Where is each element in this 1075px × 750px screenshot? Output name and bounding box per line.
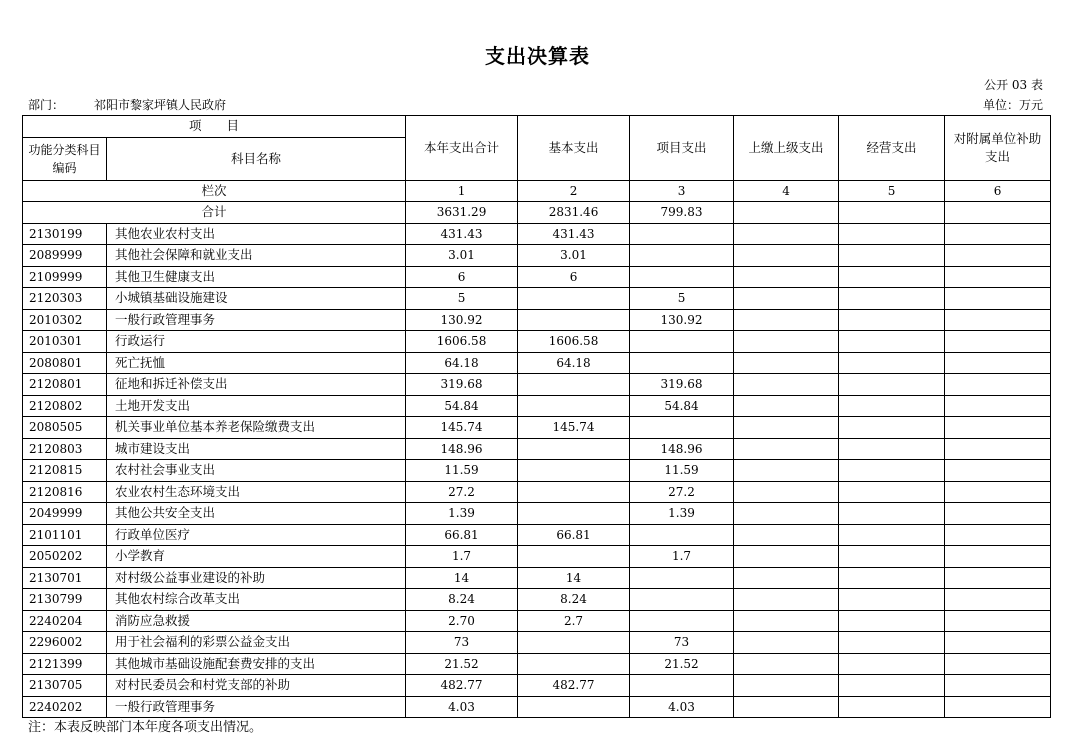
header-code: 功能分类科目编码: [23, 137, 107, 180]
cell-name: 征地和拆迁补偿支出: [107, 374, 406, 396]
index-col: 3: [630, 180, 734, 202]
cell-total: 54.84: [406, 395, 518, 417]
cell-subsidy: [945, 438, 1051, 460]
cell-total: 8.24: [406, 589, 518, 611]
cell-total: 64.18: [406, 352, 518, 374]
cell-code: 2089999: [23, 245, 107, 267]
cell-business: [839, 460, 945, 482]
expenditure-table: [22, 115, 1051, 718]
cell-business: [839, 610, 945, 632]
cell-project: 1.7: [630, 546, 734, 568]
cell-subsidy: [945, 395, 1051, 417]
cell-remit: [734, 524, 839, 546]
cell-name: 机关事业单位基本养老保险缴费支出: [107, 417, 406, 439]
cell-total: 4.03: [406, 696, 518, 718]
cell-code: 2101101: [23, 524, 107, 546]
table-row: [23, 309, 1051, 331]
cell-total: 3.01: [406, 245, 518, 267]
cell-name: 行政单位医疗: [107, 524, 406, 546]
cell-business: [839, 589, 945, 611]
cell-basic: 14: [518, 567, 630, 589]
table-row: [23, 546, 1051, 568]
table-row: [23, 610, 1051, 632]
cell-total: 2.70: [406, 610, 518, 632]
table-row: [23, 417, 1051, 439]
cell-code: 2049999: [23, 503, 107, 525]
cell-business: [839, 417, 945, 439]
index-col: 4: [734, 180, 839, 202]
cell-project: [630, 245, 734, 267]
cell-code: 2130701: [23, 567, 107, 589]
cell-total: 21.52: [406, 653, 518, 675]
cell-basic: [518, 374, 630, 396]
cell-name: 小学教育: [107, 546, 406, 568]
cell-code: 2109999: [23, 266, 107, 288]
form-code: 公开 03 表: [984, 78, 1043, 92]
cell-code: 2120803: [23, 438, 107, 460]
cell-project: 11.59: [630, 460, 734, 482]
header-total: 本年支出合计: [406, 116, 518, 181]
cell-basic: 431.43: [518, 223, 630, 245]
cell-project: [630, 223, 734, 245]
index-col: 1: [406, 180, 518, 202]
cell-code: 2130705: [23, 675, 107, 697]
cell-basic: 1606.58: [518, 331, 630, 353]
cell-business: [839, 438, 945, 460]
cell-name: 其他农村综合改革支出: [107, 589, 406, 611]
cell-business: [839, 653, 945, 675]
cell-project: [630, 524, 734, 546]
cell-subsidy: [945, 481, 1051, 503]
cell-project: 130.92: [630, 309, 734, 331]
table-row: [23, 331, 1051, 353]
table-row: [23, 567, 1051, 589]
header-remit: 上缴上级支出: [734, 116, 839, 181]
header-name: 科目名称: [107, 137, 406, 180]
header-item: 项 目: [23, 116, 406, 138]
cell-code: 2130799: [23, 589, 107, 611]
cell-code: 2120801: [23, 374, 107, 396]
cell-basic: [518, 460, 630, 482]
department-line: [28, 96, 226, 113]
cell-code: 2121399: [23, 653, 107, 675]
table-row: [23, 632, 1051, 654]
cell-remit: [734, 266, 839, 288]
cell-project: [630, 331, 734, 353]
cell-name: 行政运行: [107, 331, 406, 353]
cell-name: 其他公共安全支出: [107, 503, 406, 525]
cell-project: 1.39: [630, 503, 734, 525]
table-row: [23, 245, 1051, 267]
cell-project: 54.84: [630, 395, 734, 417]
cell-project: [630, 589, 734, 611]
index-row: [23, 180, 1051, 202]
index-col: 2: [518, 180, 630, 202]
cell-basic: [518, 696, 630, 718]
cell-project: 21.52: [630, 653, 734, 675]
table-row: [23, 589, 1051, 611]
cell-subsidy: [945, 632, 1051, 654]
cell-subsidy: [945, 331, 1051, 353]
footnote: 注：本表反映部门本年度各项支出情况。: [28, 720, 263, 735]
table-row: [23, 675, 1051, 697]
cell-name: 对村民委员会和村党支部的补助: [107, 675, 406, 697]
cell-business: [839, 503, 945, 525]
cell-business: [839, 331, 945, 353]
cell-project: 4.03: [630, 696, 734, 718]
cell-basic: 482.77: [518, 675, 630, 697]
index-col: 6: [945, 180, 1051, 202]
cell-remit: [734, 503, 839, 525]
table-row: [23, 524, 1051, 546]
cell-remit: [734, 589, 839, 611]
cell-basic: [518, 438, 630, 460]
cell-code: 2240202: [23, 696, 107, 718]
cell-remit: [734, 481, 839, 503]
cell-basic: [518, 653, 630, 675]
cell-remit: [734, 245, 839, 267]
cell-subsidy: [945, 546, 1051, 568]
cell-total: 11.59: [406, 460, 518, 482]
cell-total: 319.68: [406, 374, 518, 396]
cell-total: 145.74: [406, 417, 518, 439]
cell-basic: 6: [518, 266, 630, 288]
sum-row: [23, 202, 1051, 224]
cell-remit: [734, 395, 839, 417]
table-row: [23, 223, 1051, 245]
cell-subsidy: [945, 610, 1051, 632]
cell-code: 2296002: [23, 632, 107, 654]
sum-basic: 2831.46: [518, 202, 630, 224]
table-row: [23, 460, 1051, 482]
cell-name: 其他社会保障和就业支出: [107, 245, 406, 267]
cell-business: [839, 288, 945, 310]
cell-remit: [734, 632, 839, 654]
cell-basic: [518, 546, 630, 568]
index-col: 5: [839, 180, 945, 202]
cell-code: 2120816: [23, 481, 107, 503]
cell-remit: [734, 288, 839, 310]
cell-remit: [734, 438, 839, 460]
cell-business: [839, 632, 945, 654]
cell-business: [839, 696, 945, 718]
cell-remit: [734, 610, 839, 632]
cell-subsidy: [945, 374, 1051, 396]
cell-business: [839, 309, 945, 331]
cell-name: 用于社会福利的彩票公益金支出: [107, 632, 406, 654]
cell-remit: [734, 567, 839, 589]
cell-project: [630, 675, 734, 697]
cell-remit: [734, 696, 839, 718]
cell-basic: [518, 309, 630, 331]
cell-subsidy: [945, 460, 1051, 482]
cell-business: [839, 352, 945, 374]
cell-remit: [734, 460, 839, 482]
cell-name: 一般行政管理事务: [107, 309, 406, 331]
cell-name: 小城镇基础设施建设: [107, 288, 406, 310]
cell-basic: 3.01: [518, 245, 630, 267]
cell-code: 2080801: [23, 352, 107, 374]
sum-business: [839, 202, 945, 224]
cell-project: 319.68: [630, 374, 734, 396]
cell-project: [630, 352, 734, 374]
cell-name: 其他农业农村支出: [107, 223, 406, 245]
cell-total: 5: [406, 288, 518, 310]
table-row: [23, 374, 1051, 396]
cell-remit: [734, 653, 839, 675]
header-project: 项目支出: [630, 116, 734, 181]
cell-total: 482.77: [406, 675, 518, 697]
cell-basic: [518, 632, 630, 654]
cell-name: 对村级公益事业建设的补助: [107, 567, 406, 589]
table-row: [23, 352, 1051, 374]
cell-total: 431.43: [406, 223, 518, 245]
cell-project: [630, 610, 734, 632]
cell-project: 73: [630, 632, 734, 654]
cell-total: 1606.58: [406, 331, 518, 353]
cell-name: 农业农村生态环境支出: [107, 481, 406, 503]
cell-project: 148.96: [630, 438, 734, 460]
cell-project: [630, 567, 734, 589]
cell-subsidy: [945, 589, 1051, 611]
unit-label: 单位：万元: [982, 98, 1043, 112]
cell-total: 1.39: [406, 503, 518, 525]
cell-remit: [734, 331, 839, 353]
cell-subsidy: [945, 309, 1051, 331]
table-row: [23, 288, 1051, 310]
cell-code: 2010302: [23, 309, 107, 331]
cell-business: [839, 481, 945, 503]
sum-remit: [734, 202, 839, 224]
cell-business: [839, 374, 945, 396]
cell-total: 73: [406, 632, 518, 654]
cell-code: 2050202: [23, 546, 107, 568]
cell-code: 2120303: [23, 288, 107, 310]
cell-subsidy: [945, 266, 1051, 288]
cell-name: 土地开发支出: [107, 395, 406, 417]
cell-project: [630, 417, 734, 439]
cell-business: [839, 223, 945, 245]
cell-remit: [734, 546, 839, 568]
cell-total: 27.2: [406, 481, 518, 503]
cell-total: 14: [406, 567, 518, 589]
cell-subsidy: [945, 352, 1051, 374]
cell-business: [839, 395, 945, 417]
cell-subsidy: [945, 503, 1051, 525]
cell-basic: 145.74: [518, 417, 630, 439]
cell-remit: [734, 675, 839, 697]
cell-project: 5: [630, 288, 734, 310]
cell-basic: [518, 395, 630, 417]
cell-basic: [518, 503, 630, 525]
table-row: [23, 653, 1051, 675]
cell-business: [839, 245, 945, 267]
cell-name: 城市建设支出: [107, 438, 406, 460]
cell-total: 66.81: [406, 524, 518, 546]
sum-label: 合计: [23, 202, 406, 224]
cell-business: [839, 567, 945, 589]
cell-subsidy: [945, 524, 1051, 546]
sum-total: 3631.29: [406, 202, 518, 224]
cell-subsidy: [945, 653, 1051, 675]
cell-total: 6: [406, 266, 518, 288]
table-row: [23, 438, 1051, 460]
header-basic: 基本支出: [518, 116, 630, 181]
cell-code: 2080505: [23, 417, 107, 439]
cell-code: 2010301: [23, 331, 107, 353]
sum-subsidy: [945, 202, 1051, 224]
cell-basic: 66.81: [518, 524, 630, 546]
cell-code: 2120802: [23, 395, 107, 417]
cell-subsidy: [945, 675, 1051, 697]
cell-remit: [734, 374, 839, 396]
table-row: [23, 395, 1051, 417]
cell-code: 2120815: [23, 460, 107, 482]
page-title: 支出决算表: [485, 44, 590, 68]
index-label: 栏次: [23, 180, 406, 202]
cell-basic: 8.24: [518, 589, 630, 611]
table-row: [23, 266, 1051, 288]
cell-subsidy: [945, 417, 1051, 439]
cell-remit: [734, 223, 839, 245]
cell-subsidy: [945, 245, 1051, 267]
cell-subsidy: [945, 288, 1051, 310]
cell-remit: [734, 352, 839, 374]
cell-project: 27.2: [630, 481, 734, 503]
cell-remit: [734, 309, 839, 331]
cell-business: [839, 546, 945, 568]
cell-code: 2130199: [23, 223, 107, 245]
cell-code: 2240204: [23, 610, 107, 632]
cell-basic: 64.18: [518, 352, 630, 374]
cell-remit: [734, 417, 839, 439]
sum-project: 799.83: [630, 202, 734, 224]
header-business: 经营支出: [839, 116, 945, 181]
cell-basic: 2.7: [518, 610, 630, 632]
cell-total: 148.96: [406, 438, 518, 460]
cell-name: 死亡抚恤: [107, 352, 406, 374]
cell-business: [839, 524, 945, 546]
header-row-1: [23, 116, 1051, 138]
table-row: [23, 503, 1051, 525]
department-name: 祁阳市黎家坪镇人民政府: [94, 98, 227, 112]
table-row: [23, 481, 1051, 503]
cell-business: [839, 675, 945, 697]
department-label: 部门：: [28, 98, 65, 112]
cell-basic: [518, 288, 630, 310]
cell-name: 消防应急救援: [107, 610, 406, 632]
cell-name: 其他城市基础设施配套费安排的支出: [107, 653, 406, 675]
cell-total: 1.7: [406, 546, 518, 568]
cell-name: 农村社会事业支出: [107, 460, 406, 482]
cell-project: [630, 266, 734, 288]
cell-subsidy: [945, 223, 1051, 245]
cell-subsidy: [945, 567, 1051, 589]
cell-total: 130.92: [406, 309, 518, 331]
header-subsidy: 对附属单位补助支出: [945, 116, 1051, 181]
cell-name: 一般行政管理事务: [107, 696, 406, 718]
cell-subsidy: [945, 696, 1051, 718]
cell-name: 其他卫生健康支出: [107, 266, 406, 288]
cell-basic: [518, 481, 630, 503]
cell-business: [839, 266, 945, 288]
table-row: [23, 696, 1051, 718]
